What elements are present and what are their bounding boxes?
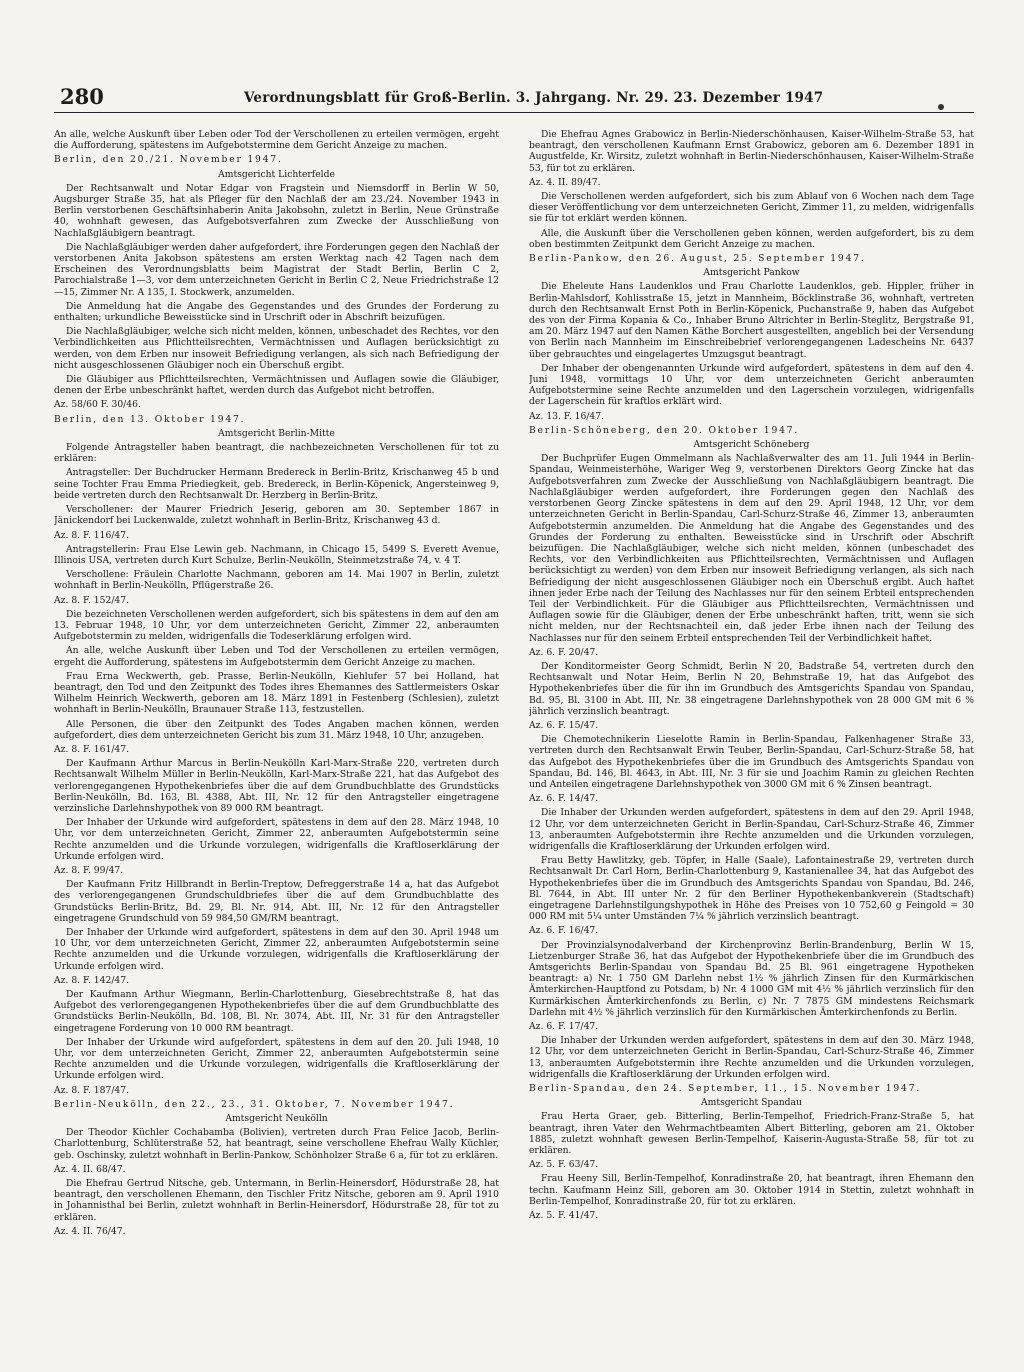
file-reference: Az. 4. II. 89/47. (529, 176, 601, 188)
file-reference: Az. 58/60 F. 30/46. (54, 399, 141, 411)
file-reference: Az. 8. F. 187/47. (54, 1084, 130, 1096)
file-reference: Az. 6. F. 14/47. (529, 793, 599, 805)
notice-paragraph: Der Konditormeister Georg Schmidt, Berlin N 20, Badstraße 54, vertreten durch den Rechtsanwalt und Notar Heim, Berlin N 20, Behmstraße 19, hat das Aufgebot des Hypothekenbriefes über die für ihn im Grundbuch des Amtsgerichts Spandau von Spandau, Bd. 95, Bl. 3100 in Abt. III, Nr. 38 eingetragene Darlehnshypothek von 28 000 GM mit 6 % jährlich verzinslich beantragt. (529, 660, 974, 717)
place-date-line: Berlin-Schöneberg, den 20. Oktober 1947. (529, 424, 800, 436)
notice-paragraph: Der Inhaber der Urkunde wird aufgefordert, spätestens in dem auf den 28. März 1948, 10 Uhr, vor dem unterzeichneten Gericht, Zimmer 22, anberaumten Aufgebotstermin seine Rechte anzumelden und die Urkunde vorzulegen, widrigenfalls die Kraftloserklärung der Urkunde erfolgen wird. (54, 817, 499, 862)
court-heading: Amtsgericht Berlin-Mitte (218, 427, 335, 439)
file-reference: Az. 6. F. 16/47. (529, 925, 599, 937)
place-date-line: Berlin-Spandau, den 24. September, 11., 15. November 1947. (529, 1083, 922, 1095)
notice-paragraph: Alle Personen, die über den Zeitpunkt des Todes Angaben machen können, werden aufgefordert, dies dem unterzeichneten Gericht bis zum 31. März 1948, 10 Uhr, anzugeben. (54, 718, 499, 741)
notice-paragraph: An alle, welche Auskunft über Leben und Tod der Verschollenen zu erteilen vermögen, ergeht die Aufforderung, spätestens im Aufgebotstermin dem Gericht Anzeige zu machen. (54, 645, 499, 668)
file-reference: Az. 4. II. 68/47. (54, 1163, 126, 1175)
file-reference: Az. 5. F. 41/47. (529, 1210, 599, 1222)
notice-paragraph: Frau Betty Hawlitzky, geb. Töpfer, in Halle (Saale), Lafontainestraße 29, vertreten durch Rechtsanwalt Dr. Carl Horn, Berlin-Charlottenburg 9, Kastanienallee 34, hat das Aufgebot des Hypothekenbriefes über die im Grundbuch des Amtsgerichts Spandau von Spandau, Bd. 246, Bl. 7644, in Abt. III unter Nr. 2 für den Berliner Hypothekenbankverein (Stadtschaft) eingetragene Darlehnstilgungshypothek in Höhe des Preises von 10 752,60 g Feingold = 30 000 RM mit 5¼ unter Umständen 7¼ % jährlich verzinslich beantragt. (529, 855, 974, 923)
right-column (529, 129, 974, 1359)
file-reference: Az. 13. F. 16/47. (529, 410, 605, 422)
place-date-line: Berlin-Pankow, den 26. August, 25. September 1947. (529, 253, 866, 265)
notice-paragraph: Der Inhaber der Urkunde wird aufgefordert, spätestens in dem auf den 20. Juli 1948, 10 Uhr, vor dem unterzeichneten Gericht, Zimmer 22, anberaumten Aufgebotstermin seine Rechte anzumelden und die Urkunde vorzulegen, widrigenfalls die Kraftloserklärung der Urkunde erfolgen wird. (54, 1036, 499, 1082)
notice-paragraph: Verschollener: der Maurer Friedrich Jeserig, geboren am 30. September 1867 in Jänickendorf bei Luckenwalde, zuletzt wohnhaft in Berlin-Britz, Krischanweg 43 d. (54, 504, 499, 527)
file-reference: Az. 8. F. 161/47. (54, 743, 130, 755)
file-reference: Az. 4. II. 76/47. (54, 1225, 126, 1237)
court-heading: Amtsgericht Pankow (703, 267, 800, 279)
file-reference: An alle, welche Auskunft über Leben oder Tod der Verschollenen zu erteilen vermögen, ergeht die Aufforderung, spätestens im Aufgebotstermine dem Gericht Anzeige zu machen. (54, 129, 499, 152)
left-column (54, 129, 499, 1359)
file-reference: Az. 5. F. 63/47. (529, 1159, 599, 1171)
notice-paragraph: Der Provinzialsynodalverband der Kirchenprovinz Berlin-Brandenburg, Berlin W 15, Lietzenburger Straße 36, hat das Aufgebot der Hypothekenbriefe über die im Grundbuch des Amtsgerichts Berlin-Spandau von Spandau Bd. 25 Bl. 961 eingetragene Hypotheken beantragt: a) Nr. 1 750 GM Darlehn nebst 1½ % jährlich Zinsen für den Kurmärkischen Ämterkirchen-Hauptfond zu Potsdam, b) Nr. 4 1000 GM mit 4½ % jährlich verzinslich für den Kurmärkischen Ämterkirchenfonds zu Berlin, c) Nr. 7 7875 GM mindestens Reichsmark Darlehn mit 4½ % jährlich verzinslich für den Kurmärkischen Ämterkirchenfonds zu Berlin. (529, 939, 974, 1018)
notice-paragraph: Die Ehefrau Gertrud Nitsche, geb. Untermann, in Berlin-Heinersdorf, Hödurstraße 28, hat beantragt, den verschollenen Ehemann, den Tischler Fritz Nitsche, geboren am 9. April 1910 in Johannisthal bei Berlin, zuletzt wohnhaft in Berlin-Heinersdorf, Hödurstraße 28, für tot zu erklären. (54, 1178, 499, 1223)
notice-paragraph: Die Inhaber der Urkunden werden aufgefordert, spätestens in dem auf den 30. März 1948, 12 Uhr, vor dem unterzeichneten Gericht in Berlin-Spandau, Carl-Schurz-Straße 46, Zimmer 13, anberaumten Aufgebotstermin ihre Rechte anzumelden und die Urkunden vorzulegen, widrigenfalls die Kraftloserklärung der Urkunden erfolgen wird. (529, 1035, 974, 1080)
ink-dot (938, 104, 944, 110)
court-heading: Amtsgericht Lichterfelde (218, 168, 335, 180)
notice-paragraph: Die Chemotechnikerin Lieselotte Ramin in Berlin-Spandau, Falkenhagener Straße 33, vertreten durch den Rechtsanwalt Erwin Teuber, Berlin-Spandau, Carl-Schurz-Straße 58, hat das Aufgebot des Hypothekenbriefes über die im Grundbuch des Amtsgerichts Spandau von Spandau, Bd. 146, Bl. 4643, in Abt. III, Nr. 3 für sie und Joachim Ramin zu gleichen Rechten und Anteilen eingetragene Darlehnshypothek von 3000 GM mit 6 % Zinsen beantragt. (529, 734, 974, 790)
file-reference: Az. 8. F. 116/47. (54, 529, 130, 541)
notice-paragraph: Die Ehefrau Agnes Grabowicz in Berlin-Niederschönhausen, Kaiser-Wilhelm-Straße 53, hat beantragt, den verschollenen Kaufmann Ernst Grabowicz, geboren am 6. Dezember 1891 in Augustfelde, Kr. Wirsitz, zuletzt wohnhaft in Berlin-Niederschönhausen, Kaiser-Wilhelm-Straße 53, für tot zu erklären. (529, 129, 974, 174)
notice-paragraph: Antragsteller: Der Buchdrucker Hermann Bredereck in Berlin-Britz, Krischanweg 45 b und seine Tochter Frau Emma Priediegkeit, geb. Bredereck, in Berlin-Köpenick, Angersteinweg 9, beide vertreten durch den Rechtsanwalt Dr. Herzberg in Berlin-Britz. (54, 467, 499, 501)
file-reference: Az. 8. F. 152/47. (54, 594, 130, 606)
notice-paragraph: Die bezeichneten Verschollenen werden aufgefordert, sich bis spätestens in dem auf den am 13. Februar 1948, 10 Uhr, vor dem unterzeichneten Gericht, Zimmer 22, anberaumten Aufgebotstermin zu melden, widrigenfalls die Todeserklärung erfolgen wird. (54, 608, 499, 643)
notice-paragraph: Der Rechtsanwalt und Notar Edgar von Fragstein und Niemsdorff in Berlin W 50, Augsburger Straße 35, hat als Pfleger für den Nachlaß der am 23./24. November 1943 in Berlin verstorbenen Geschäftsinhaberin Anita Jakobsohn, zuletzt in Berlin, Neue Grünstraße 40, wohnhaft gewesen, das Aufgebotsverfahren zum Zwecke der Ausschließung von Nachlaßgläubigern beantragt. (54, 182, 499, 239)
notice-paragraph: Die Nachlaßgläubiger werden daher aufgefordert, ihre Forderungen gegen den Nachlaß der verstorbenen Anita Jakobson spätestens am ersten Werktag nach 42 Tagen nach dem Erscheinen des Verordnungsblatts beim Magistrat der Stadt Berlin, Berlin C 2, Parochialstraße 1—3, vor dem unterzeichneten Gericht in Berlin C 2, Neue Friedrichstraße 12—15, Zimmer Nr. A 135, I. Stockwerk, anzumelden. (54, 241, 499, 298)
place-date-line: Berlin, den 13. Oktober 1947. (54, 413, 246, 425)
notice-paragraph: Der Kaufmann Fritz Hillbrandt in Berlin-Treptow, Defreggerstraße 14 a, hat das Aufgebot des verlorengegangenen Grundschuldbriefes über die auf dem Grundbuchblatte des Grundstücks Berlin-Britz, Bd. 29, Bl. Nr. 914, Abt. III, Nr. 12 für den Antragsteller eingetragene Grundschuld von 59 984,50 GM/RM beantragt. (54, 879, 499, 924)
columns (54, 129, 974, 1359)
notice-paragraph: Die Verschollenen werden aufgefordert, sich bis zum Ablauf von 6 Wochen nach dem Tage dieser Veröffentlichung vor dem unterzeichneten Gericht, Zimmer 11, zu melden, widrigenfalls sie für tot erklärt werden können. (529, 191, 974, 225)
notice-paragraph: Die Gläubiger aus Pflichtteilsrechten, Vermächtnissen und Auflagen sowie die Gläubiger, denen der Erbe unbeschränkt haftet, werden durch das Aufgebot nicht betroffen. (54, 374, 499, 397)
file-reference: Az. 6. F. 20/47. (529, 646, 599, 658)
notice-paragraph: Der Buchprüfer Eugen Ommelmann als Nachlaßverwalter des am 11. Juli 1944 in Berlin-Spandau, Weinmeisterhöhe, Wariger Weg 9, verstorbenen Direktors Georg Zincke hat das Aufgebotsverfahren zum Zwecke der Ausschließung von Nachlaßgläubigern beantragt. Die Nachlaßgläubiger werden aufgefordert, ihre Forderungen gegen den Nachlaß des verstorbenen Georg Zincke spätestens in dem auf den 29. April 1948, 12 Uhr, vor dem unterzeichneten Gericht in Berlin-Spandau, Carl-Schurz-Straße 46, Zimmer 13, anberaumten Aufgebotstermin anzumelden. Die Anmeldung hat die Angabe des Gegenstandes und des Grundes der Forderung zu enthalten. Beweisstücke sind in Urschrift oder Abschrift beizufügen. Die Nachlaßgläubiger, welche sich nicht melden, können (unbeschadet des Rechts, vor den Verbindlichkeiten aus Pflichtteilsrechten, Vermächtnissen und Auflagen berücksichtigt zu werden) von dem Erben nur insoweit Befriedigung verlangen, als sich nach Befriedigung der nicht ausgeschlossenen Gläubiger noch ein Überschuß ergibt. Auch haftet ihnen jeder Erbe nach der Teilung des Nachlasses nur für den seinem Erbteil entsprechenden Teil der Verbindlichkeit. Für die Gläubiger aus Pflichtteilsrechten, Vermächtnissen und Auflagen sowie für die Gläubiger, denen der Erbe unbeschränkt haften, tritt, wenn sie sich nicht melden, nur der Rechtsnachteil ein, daß jeder Erbe ihnen nach der Teilung des Nachlasses nur für den seinem Erbteil entsprechenden Teil der Verbindlichkeit haftet. (529, 453, 974, 644)
notice-paragraph: Die Inhaber der Urkunden werden aufgefordert, spätestens in dem auf den 29. April 1948, 12 Uhr, vor dem unterzeichneten Gericht in Berlin-Spandau, Carl-Schurz-Straße 46, Zimmer 13, anberaumten Aufgebotstermin ihre Rechte anzumelden und die Urkunden vorzulegen, widrigenfalls die Kraftloserklärung der Urkunden erfolgen wird. (529, 807, 974, 852)
file-reference: Az. 6. F. 17/47. (529, 1021, 599, 1033)
court-heading: Amtsgericht Neukölln (225, 1113, 328, 1125)
place-date-line: Berlin-Neukölln, den 22., 23., 31. Oktober, 7. November 1947. (54, 1098, 455, 1110)
document-page (54, 84, 974, 1359)
place-date-line: Berlin, den 20./21. November 1947. (54, 154, 283, 166)
notice-paragraph: Der Inhaber der obengenannten Urkunde wird aufgefordert, spätestens in dem auf den 4. Juni 1948, vormittags 10 Uhr, vor dem unterzeichneten Gericht anberaumten Aufgebotstermine seine Rechte anzumelden und den Lagerschein vorzulegen, widrigenfalls der Lagerschein für kraftlos erklärt wird. (529, 362, 974, 408)
notice-paragraph: Alle, die Auskunft über die Verschollenen geben können, werden aufgefordert, bis zu dem oben bestimmten Zeitpunkt dem Gericht Anzeige zu machen. (529, 227, 974, 250)
notice-paragraph: Die Nachlaßgläubiger, welche sich nicht melden, können, unbeschadet des Rechtes, vor den Verbindlichkeiten aus Pflichtteilsrechten, Vermächtnissen und Auflagen berücksichtigt zu werden, von dem Erben nur insoweit Befriedigung verlangen, als sich nach Befriedigung der nicht ausgeschlossenen Gläubiger noch ein Überschuß ergibt. (54, 326, 499, 371)
notice-paragraph: Frau Erna Weckwerth, geb. Prasse, Berlin-Neukölln, Kiehlufer 57 bei Holland, hat beantragt, den Tod und den Zeitpunkt des Todes ihres Ehemannes des Sattlermeisters Oskar Wilhelm Heinrich Weckwerth, geboren am 18. März 1891 in Festenberg (Schlesien), zuletzt wohnhaft in Berlin-Neukölln, Braunauer Straße 113, festzustellen. (54, 670, 499, 716)
notice-paragraph: Der Kaufmann Arthur Marcus in Berlin-Neukölln Karl-Marx-Straße 220, vertreten durch Rechtsanwalt Wilhelm Müller in Berlin-Neukölln, Karl-Marx-Straße 221, hat das Aufgebot des verlorengegangenen Hypothekenbriefes über die auf dem Grundbuchblatte des Grundstücks Berlin-Neukölln, Bd. 163, Bl. 4388, Abt. III, Nr. 12 für den Antragsteller eingetragene verzinsliche Darlehnshypothek von 89 000 RM beantragt. (54, 758, 499, 814)
notice-paragraph: Antragstellerin: Frau Else Lewin geb. Nachmann, in Chicago 15, 5499 S. Everett Avenue, Illinois USA, vertreten durch Kurt Schulze, Berlin-Neukölln, Steinmetzstraße 74, v. 4 T. (54, 543, 499, 566)
notice-paragraph: Verschollene: Fräulein Charlotte Nachmann, geboren am 14. Mai 1907 in Berlin, zuletzt wohnhaft in Berlin-Neukölln, Pflügerstraße 26. (54, 569, 499, 592)
page-header (54, 84, 974, 113)
court-heading: Amtsgericht Spandau (701, 1097, 802, 1109)
page-number: 280 (60, 84, 104, 109)
file-reference: Az. 6. F. 15/47. (529, 719, 599, 731)
notice-paragraph: Die Eheleute Hans Laudenklos und Frau Charlotte Laudenklos, geb. Hippler, früher in Berlin-Mahlsdorf, Kohlisstraße 15, jetzt in Mannheim, Böcklinstraße 36, wohnhaft, vertreten durch den Rechtsanwalt Ernst Poth in Berlin-Köpenick, Puchanstraße 9, haben das Aufgebot des von der Firma Kopania & Co., Inhaber Bruno Altrichter in Berlin-Steglitz, Bergstraße 91, am 20. März 1947 auf den Namen Käthe Borchert ausgestellten, angeblich bei der Versendung von Berlin nach Mannheim im Einschreibebrief verlorengegangenen Ladescheins Nr. 6437 über gebrauchtes und eingelagertes Umzugsgut beantragt. (529, 281, 974, 360)
notice-paragraph: Der Inhaber der Urkunde wird aufgefordert, spätestens in dem auf den 30. April 1948 um 10 Uhr, vor dem unterzeichneten Gericht, Zimmer 22, anberaumten Aufgebotstermin seine Rechte anzumelden und die Urkunde vorzulegen, widrigenfalls die Kraftloserklärung der Urkunde erfolgen wird. (54, 927, 499, 972)
file-reference: Az. 8. F. 99/47. (54, 864, 124, 876)
notice-paragraph: Folgende Antragsteller haben beantragt, die nachbezeichneten Verschollenen für tot zu erklären: (54, 442, 499, 465)
notice-paragraph: Die Anmeldung hat die Angabe des Gegenstandes und des Grundes der Forderung zu enthalten; urkundliche Beweisstücke sind in Urschrift oder in Abschrift beizufügen. (54, 300, 499, 324)
court-heading: Amtsgericht Schöneberg (693, 439, 810, 451)
notice-paragraph: Frau Heeny Sill, Berlin-Tempelhof, Konradinstraße 20, hat beantragt, ihren Ehemann den techn. Kaufmann Heinz Sill, geboren am 30. Oktober 1914 in Stettin, zuletzt wohnhaft in Berlin-Tempelhof, Konradinstraße 20, für tot zu erklären. (529, 1173, 974, 1207)
notice-paragraph: Der Kaufmann Arthur Wiegmann, Berlin-Charlottenburg, Giesebrechtstraße 8, hat das Aufgebot des verlorengegangenen Hypothekenbriefes über die auf dem Grundbuchblatte des Grundstücks Berlin-Neukölln, Bd. 108, Bl. Nr. 3074, Abt. III, Nr. 31 für den Antragsteller eingetragene Forderung von 10 000 RM beantragt. (54, 989, 499, 1034)
notice-paragraph: Der Theodor Küchler Cochabamba (Bolivien), vertreten durch Frau Felice Jacob, Berlin-Charlottenburg, Schlüterstraße 52, hat beantragt, seine verschollene Ehefrau Wally Küchler, geb. Oschinsky, zuletzt wohnhaft in Berlin-Pankow, Schönholzer Straße 6 a, für tot zu erklären. (54, 1127, 499, 1161)
file-reference: Az. 8. F. 142/47. (54, 974, 130, 986)
page-title: Verordnungsblatt für Groß-Berlin. 3. Jahrgang. Nr. 29. 23. Dezember 1947 (244, 90, 824, 106)
notice-paragraph: Frau Herta Graer, geb. Bitterling, Berlin-Tempelhof, Friedrich-Franz-Straße 5, hat beantragt, ihren Vater den Wehrmachtbeamten Albert Bitterling, geboren am 21. Oktober 1885, zuletzt wohnhaft gewesen Berlin-Tempelhof, Kaiserin-Augusta-Straße 58, für tot zu erklären. (529, 1111, 974, 1157)
